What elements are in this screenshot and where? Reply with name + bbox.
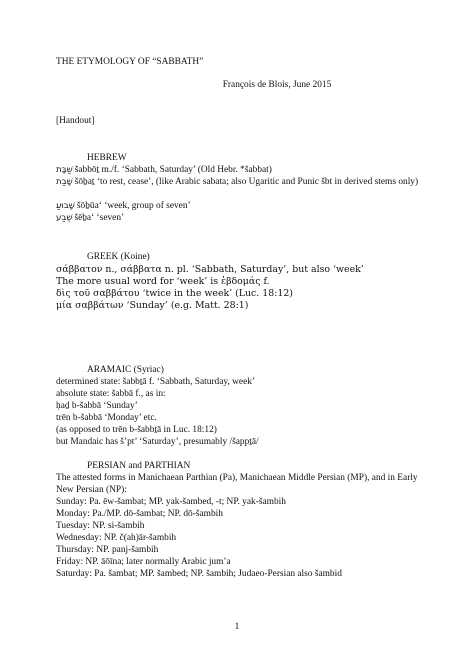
section-heading-persian: PERSIAN and PARTHIAN: [87, 461, 191, 471]
page-number: 1: [234, 622, 240, 632]
persian-entry: Wednesday: NP. č(ah)ār-šambih: [56, 533, 177, 543]
aramaic-entry: trēn b-šabbā ‘Monday’ etc.: [56, 413, 157, 423]
greek-entry: μία σαββάτων ‘Sunday’ (e.g. Matt. 28:1): [56, 300, 249, 311]
persian-entry: Saturday: Pa. šambat; MP. šambed; NP. šambih; Judaeo-Persian also šambid: [56, 569, 342, 579]
hebrew-gloss: šōḇaṯ ‘to rest, cease’, (like Arabic sabata; also Ugaritic and Punic šbt in derived stems only): [74, 177, 419, 187]
author-date: François de Blois, June 2015: [222, 80, 332, 90]
persian-entry: Sunday: Pa. ēw-šambat; MP. yak-šambed, -t; NP. yak-šambih: [56, 497, 286, 507]
hebrew-gloss: šēḇa‘ ‘seven’: [74, 213, 125, 223]
document-title: THE ETYMOLOGY OF “SABBATH”: [56, 57, 204, 67]
hebrew-script: שֶׁבַע: [56, 213, 73, 223]
hebrew-entry: [56, 165, 272, 177]
aramaic-entry: (as opposed to trēn b-šabbṯā in Luc. 18:12): [56, 425, 217, 435]
persian-entry: Tuesday: NP. si-šambih: [56, 521, 145, 531]
greek-entry: σάββατον n., σάββατα n. pl. ‘Sabbath, Saturday’, but also ‘week’: [56, 264, 364, 275]
section-heading-aramaic: ARAMAIC (Syriac): [87, 365, 164, 375]
aramaic-entry: but Mandaic has š’pt’ ‘Saturday’, presumably /šappṯā/: [56, 437, 259, 447]
aramaic-entry: determined state: šabbṯā f. ‘Sabbath, Saturday, week’: [56, 377, 256, 387]
greek-entry: The more usual word for ‘week’ is ἑβδομάς f.: [56, 276, 270, 287]
section-heading-hebrew: HEBREW: [87, 153, 127, 163]
hebrew-entry: [56, 213, 124, 225]
handout-label: [Handout]: [56, 116, 95, 126]
persian-intro: The attested forms in Manichaean Parthian (Pa), Manichaean Middle Persian (MP), and in Early New Persian (NP):: [56, 473, 418, 495]
hebrew-entry: [56, 201, 191, 213]
hebrew-script: שָׁבוּעַ: [56, 201, 75, 211]
aramaic-entry: ḥaḏ b-šabbā ‘Sunday’: [56, 401, 138, 411]
aramaic-entry: absolute state: šabbā f., as in:: [56, 389, 166, 399]
greek-entry: δὶς τοῦ σαββάτου ‘twice in the week’ (Luc. 18:12): [56, 288, 293, 299]
hebrew-entry: [56, 177, 432, 189]
hebrew-script: שָׁבַת: [56, 177, 73, 187]
persian-entry: Friday: NP. āōīna; later normally Arabic jum’a: [56, 557, 231, 567]
hebrew-gloss: šōḇūa‘ ‘week, group of seven’: [76, 201, 191, 211]
persian-entry: Monday: Pa./MP. dō-šambat; NP. dō-šambih: [56, 509, 223, 519]
hebrew-gloss: šabbōṯ m./f. ‘Sabbath, Saturday’ (Old Hebr. *šabbat): [74, 165, 272, 175]
hebrew-script: שַׁבָּת: [56, 165, 73, 175]
section-heading-greek: GREEK (Koine): [87, 252, 150, 262]
persian-entry: Thursday: NP. panj-šambih: [56, 545, 159, 555]
